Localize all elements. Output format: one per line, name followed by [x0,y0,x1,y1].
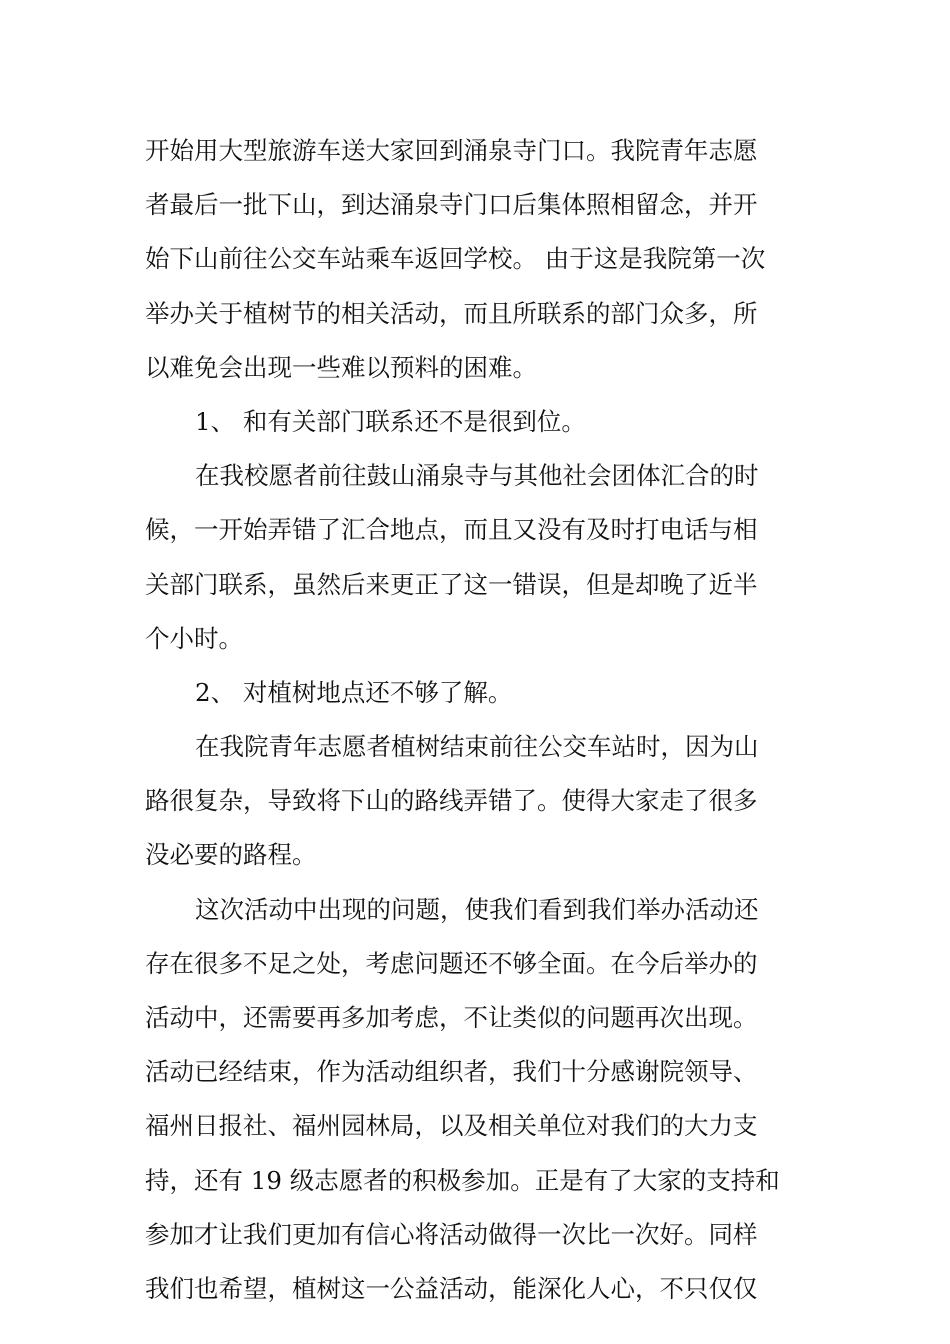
text-line: 个小时。 [145,623,243,653]
text-line: 我们也希望，植树这一公益活动，能深化人心，不只仅仅 [145,1273,758,1303]
text-line: 没必要的路程。 [145,840,317,870]
text-line: 候，一开始弄错了汇合地点，而且又没有及时打电话与相 [145,515,758,545]
text-line: 在我校愿者前往鼓山涌泉寺与其他社会团体汇合的时 [195,461,759,491]
text-line: 在我院青年志愿者植树结束前往公交车站时，因为山 [195,732,759,762]
text-line: 存在很多不足之处，考虑问题还不够全面。在今后举办的 [145,948,758,978]
text-line: 关部门联系，虽然后来更正了这一错误，但是却晚了近半 [145,569,758,599]
text-line: 持，还有 19 级志愿者的积极参加。正是有了大家的支持和 [145,1165,780,1195]
text-line: 参加才让我们更加有信心将活动做得一次比一次好。同样 [145,1219,758,1249]
text-line: 2、 对植树地点还不够了解。 [195,677,513,707]
body-text [145,124,815,1316]
text-line: 活动中，还需要再多加考虑，不让类似的问题再次出现。 [145,1003,758,1032]
text-line: 活动已经结束，作为活动组织者，我们十分感谢院领导、 [145,1057,758,1087]
text-line: 路很复杂，导致将下山的路线弄错了。使得大家走了很多 [145,786,758,816]
text-line: 举办关于植树节的相关活动，而且所联系的部门众多，所 [145,298,758,328]
text-line: 始下山前往公交车站乘车返回学校。 由于这是我院第一次 [145,244,766,274]
text-line: 以难免会出现一些难以预料的困难。 [145,352,537,382]
text-line: 1、 和有关部门联系还不是很到位。 [195,406,586,436]
text-line: 这次活动中出现的问题，使我们看到我们举办活动还 [195,894,759,924]
text-line: 开始用大型旅游车送大家回到涌泉寺门口。我院青年志愿 [145,136,758,165]
text-line: 者最后一批下山，到达涌泉寺门口后集体照相留念，并开 [145,190,758,220]
text-line: 福州日报社、福州园林局，以及相关单位对我们的大力支 [145,1111,758,1141]
